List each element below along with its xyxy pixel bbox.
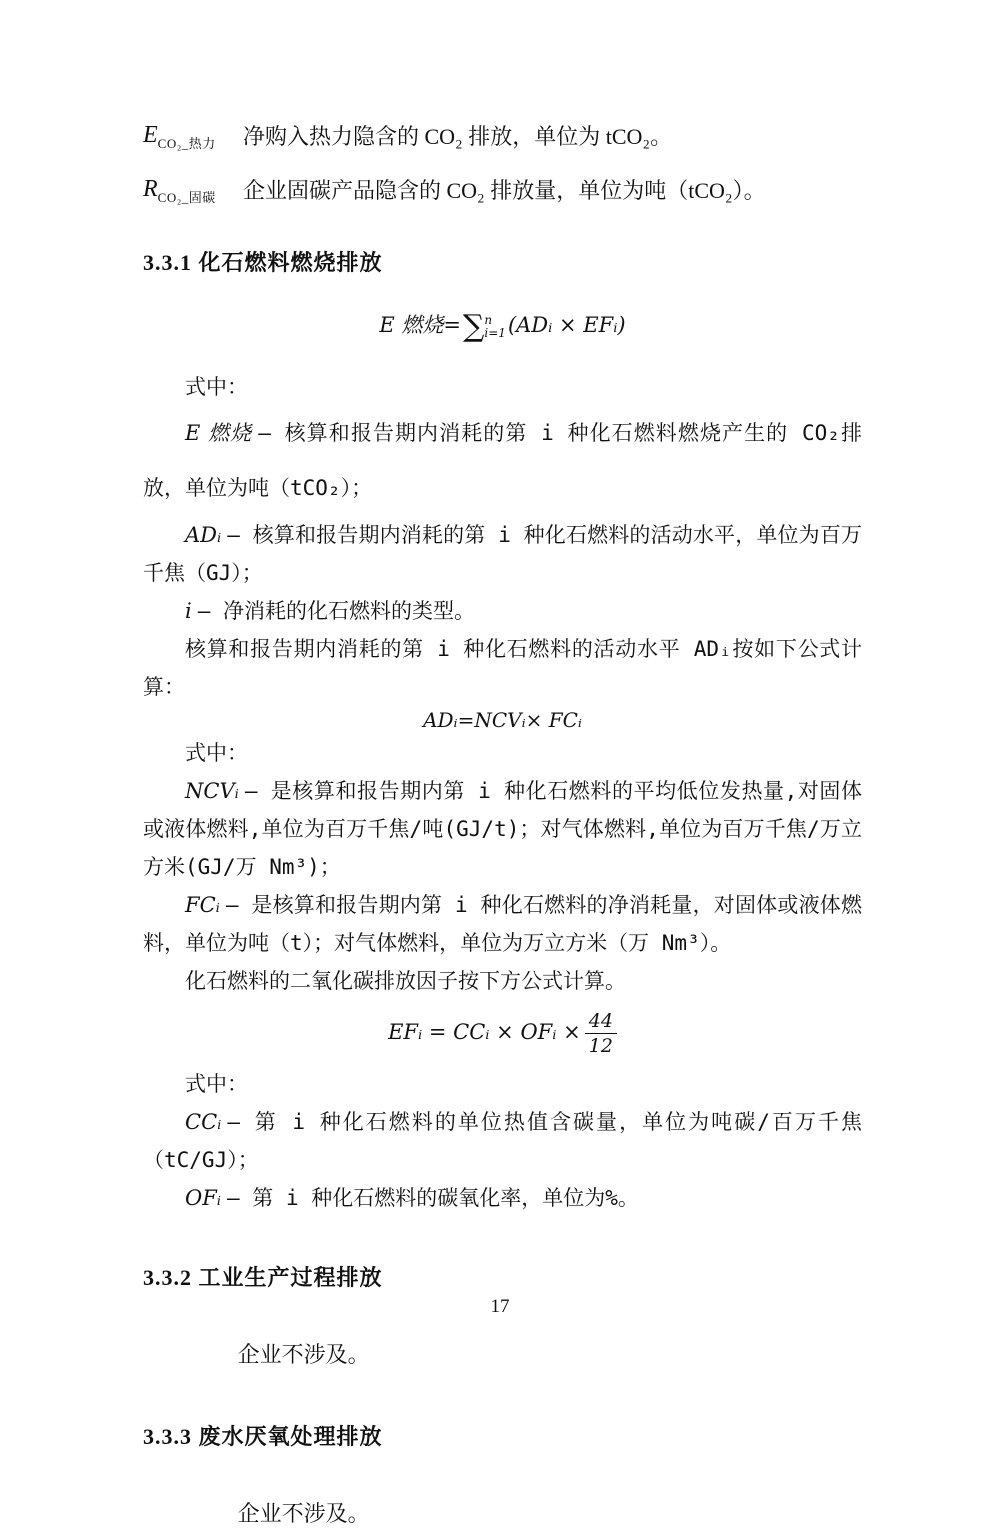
variable-name: E 燃烧 bbox=[185, 421, 253, 445]
activity-level-formula: ADᵢ=NCVᵢ× FCᵢ bbox=[423, 708, 582, 732]
definition-paragraph bbox=[143, 406, 862, 516]
symbol-subscript: CO₂_热力 bbox=[157, 135, 216, 151]
activity-level-paragraph: 核算和报告期内消耗的第 i 种化石燃料的活动水平 ADᵢ按如下公式计算： bbox=[143, 637, 862, 699]
definition-paragraph bbox=[143, 772, 862, 886]
definition-text: — 第 i 种化石燃料的碳氧化率，单位为%。 bbox=[227, 1186, 639, 1210]
term-symbol bbox=[143, 176, 243, 206]
definition-paragraph bbox=[143, 1103, 862, 1179]
definition-paragraph bbox=[143, 516, 862, 592]
variable-name: FCᵢ bbox=[185, 893, 220, 917]
page-number: 17 bbox=[490, 1296, 510, 1317]
combustion-emission-formula bbox=[143, 309, 862, 344]
section-heading-331: 3.3.1 化石燃料燃烧排放 bbox=[143, 250, 383, 275]
fraction-numerator: 44 bbox=[585, 1010, 617, 1034]
term-definition: 企业固碳产品隐含的 CO₂ 排放量，单位为吨（tCO₂）。 bbox=[243, 178, 766, 203]
where-label: 式中： bbox=[185, 741, 248, 765]
formula-lhs: EFᵢ = CCᵢ × OFᵢ × bbox=[388, 1020, 581, 1044]
emission-factor-paragraph: 化石燃料的二氧化碳排放因子按下方公式计算。 bbox=[185, 969, 626, 993]
definition-text: — 是核算和报告期内第 i 种化石燃料的平均低位发热量,对固体或液体燃料,单位为百万千焦/吨(GJ/t)；对气体燃料,单位为百万千焦/万立方米(GJ/万 Nm³)； bbox=[143, 779, 862, 879]
fraction bbox=[585, 1010, 617, 1057]
definition-paragraph bbox=[143, 592, 862, 630]
symbol-letter: R bbox=[143, 176, 158, 202]
not-involved-text: 企业不涉及。 bbox=[237, 1501, 370, 1526]
definition-paragraph bbox=[143, 886, 862, 962]
variable-name: NCVᵢ bbox=[185, 779, 239, 803]
term-definition: 净购入热力隐含的 CO₂ 排放，单位为 tCO₂。 bbox=[243, 124, 673, 149]
definition-paragraph bbox=[143, 1179, 862, 1217]
sum-limits bbox=[484, 314, 506, 340]
definition-text: — 是核算和报告期内第 i 种化石燃料的净消耗量，对固体或液体燃料，单位为吨（t）；对气体燃料，单位为万立方米（万 Nm³）。 bbox=[143, 893, 862, 955]
variable-name: i bbox=[185, 599, 192, 623]
definition-text: — 核算和报告期内消耗的第 i 种化石燃料燃烧产生的 CO₂排放，单位为吨（tCO₂）； bbox=[143, 421, 862, 500]
formula-lhs: E 燃烧= bbox=[379, 313, 461, 337]
term-row bbox=[143, 176, 862, 206]
sum-operator bbox=[463, 309, 506, 344]
emission-factor-formula bbox=[143, 1010, 862, 1057]
not-involved-text: 企业不涉及。 bbox=[237, 1342, 370, 1367]
variable-name: CCᵢ bbox=[185, 1110, 222, 1134]
section-heading-333: 3.3.3 废水厌氧处理排放 bbox=[143, 1424, 383, 1449]
where-label: 式中： bbox=[185, 375, 248, 399]
definition-text: — 净消耗的化石燃料的类型。 bbox=[197, 599, 476, 623]
sum-lower-limit: i=1 bbox=[484, 325, 506, 340]
term-row bbox=[143, 122, 862, 152]
variable-name: ADᵢ bbox=[185, 523, 222, 547]
fraction-denominator: 12 bbox=[588, 1035, 613, 1057]
formula-tail: (ADᵢ × EFᵢ) bbox=[507, 313, 626, 337]
section-heading-332: 3.3.2 工业生产过程排放 bbox=[143, 1265, 383, 1290]
symbol-letter: E bbox=[143, 122, 158, 148]
sigma-symbol: ∑ bbox=[462, 309, 485, 344]
definition-text: — 第 i 种化石燃料的单位热值含碳量，单位为吨碳/百万千焦（tC/GJ）； bbox=[143, 1110, 862, 1172]
symbol-subscript: CO₂_固碳 bbox=[157, 189, 216, 205]
variable-name: OFᵢ bbox=[185, 1186, 222, 1210]
term-symbol bbox=[143, 122, 243, 152]
definition-text: — 核算和报告期内消耗的第 i 种化石燃料的活动水平，单位为百万千焦（GJ）； bbox=[143, 523, 862, 585]
where-label: 式中： bbox=[185, 1072, 248, 1096]
sum-upper-limit: n bbox=[484, 312, 493, 327]
